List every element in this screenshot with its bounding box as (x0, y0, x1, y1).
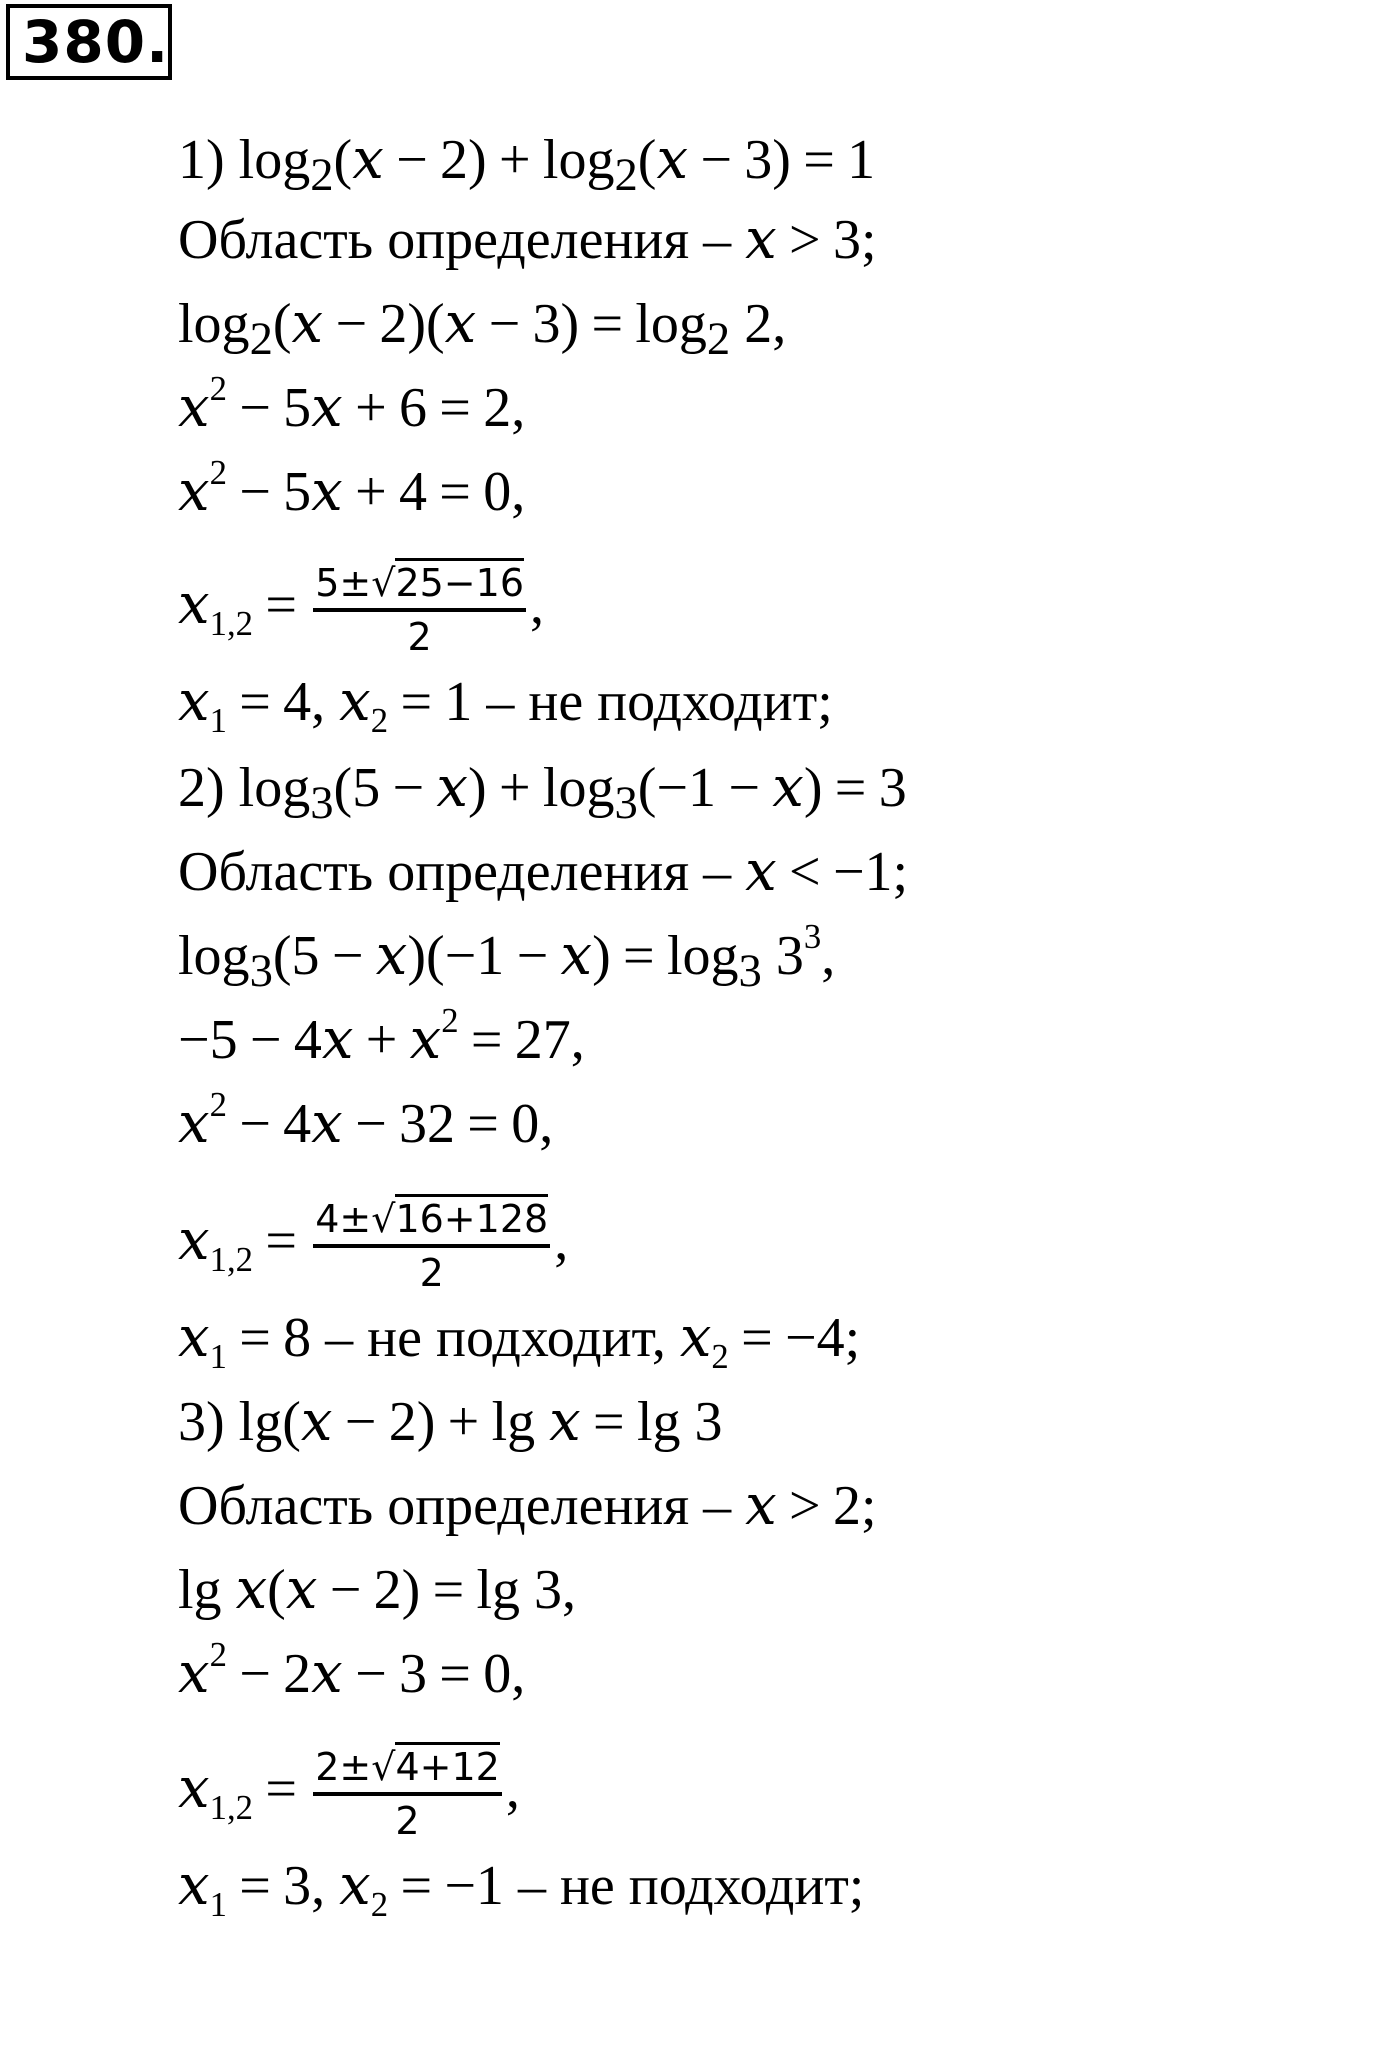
part1-quadratic: $x_{1,2}$ = $\frac{5\pm√25-16}{2}$ , (178, 560, 544, 660)
part3-equation: 3) lg(x − 2) + lg x = lg 3 (178, 1389, 723, 1454)
part3-step2: $x^2 - 2x - 3 = 0$, (178, 1634, 526, 1706)
part2-quadratic: $x_{1,2}$ = $\frac{4\pm√16+128}{2}$ , (178, 1196, 568, 1296)
part3-roots: $x_1 = 3$, $x_2 = -1$ – не подходит; (178, 1853, 865, 1925)
part3-step1: lg x(x − 2) = lg 3, (178, 1557, 577, 1622)
part2-fraction: $\frac{4\pm√16+128}{2}$ (313, 1196, 550, 1296)
part2-domain: Область определения – x < −1; (178, 839, 909, 904)
problem-number: 380. (6, 4, 172, 80)
part3-domain: Область определения – x > 2; (178, 1473, 877, 1538)
part1-roots: $x_1 = 4$, $x_2 = 1$ – не подходит; (178, 669, 833, 741)
part3-fraction: $\frac{2\pm√4+12}{2}$ (313, 1744, 502, 1844)
part1-domain: Область определения – x > 3; (178, 207, 877, 272)
part2-roots: $x_1 = 8$ – не подходит, $x_2 = -4$; (178, 1305, 861, 1377)
part2-step1: $\log_3(5 - x)(-1 - x) = \log_3 3^3$, (178, 916, 836, 998)
part1-fraction: $\frac{5\pm√25-16}{2}$ (313, 560, 526, 660)
part2-equation: 2) $\log_3(5 - x) + \log_3(-1 - x) = 3$ (178, 755, 907, 830)
part1-equation: 1) $\log_2(x - 2) + \log_2(x - 3) = 1$ (178, 127, 876, 202)
part2-step2: $-5 - 4x + x^2 = 27$, (178, 1000, 585, 1072)
part1-step2: $x^2 - 5x + 6 = 2$, (178, 368, 526, 440)
part3-quadratic: $x_{1,2}$ = $\frac{2\pm√4+12}{2}$ , (178, 1744, 520, 1844)
part2-step3: $x^2 - 4x - 32 = 0$, (178, 1084, 554, 1156)
part1-step1: $\log_2(x - 2)(x - 3) = \log_2 2$, (178, 291, 787, 366)
part1-step3: $x^2 - 5x + 4 = 0$, (178, 452, 526, 524)
